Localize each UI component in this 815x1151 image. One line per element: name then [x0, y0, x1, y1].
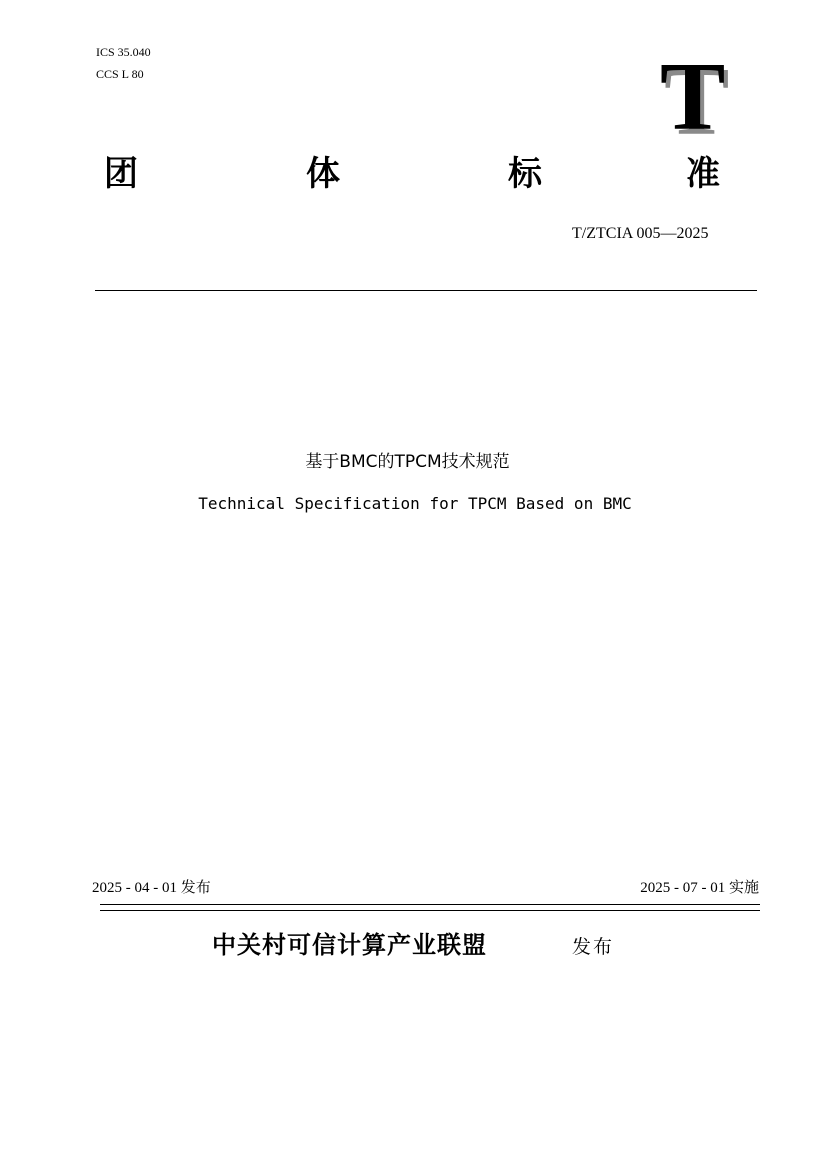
category-char-1: 团 [104, 154, 138, 194]
ccs-code: CCS L 80 [96, 67, 144, 81]
footer-divider-top [100, 904, 760, 905]
document-title-english: Technical Specification for TPCM Based on BMC [198, 494, 632, 513]
header-divider [95, 290, 757, 291]
category-char-4: 准 [686, 154, 720, 194]
category-char-3: 标 [508, 154, 542, 194]
ics-code: ICS 35.040 [96, 45, 151, 59]
publisher-name: 中关村可信计算产业联盟 [212, 931, 487, 959]
implementation-date: 2025 - 07 - 01 实施 [640, 880, 759, 896]
issue-date: 2025 - 04 - 01 发布 [92, 880, 211, 896]
document-title-chinese: 基于BMC的TPCM技术规范 [305, 452, 510, 472]
publisher-suffix: 发布 [572, 936, 615, 958]
category-char-2: 体 [306, 154, 340, 194]
footer-divider-bottom [100, 910, 760, 911]
standard-number: T/ZTCIA 005—2025 [572, 225, 709, 242]
standard-type-mark: T [660, 43, 726, 151]
